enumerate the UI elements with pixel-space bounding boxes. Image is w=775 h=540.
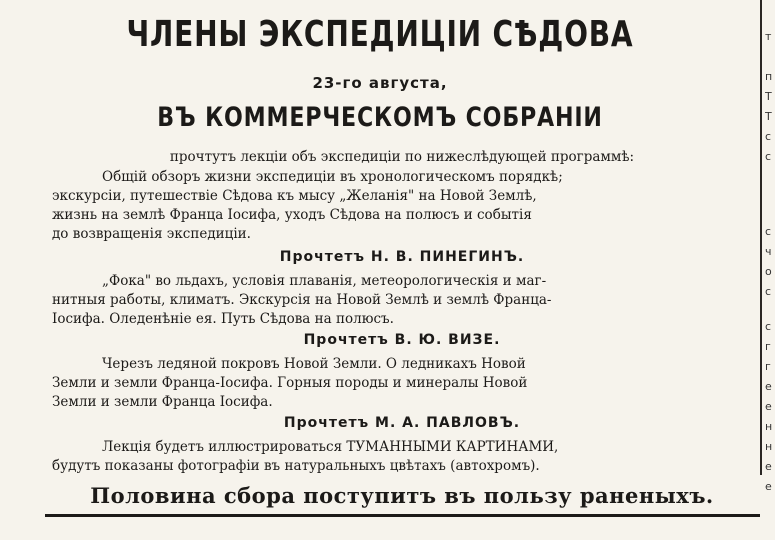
- adjacent-column-fragment: н: [765, 440, 773, 453]
- section-line: „Фока" во льдахъ, условія плаванія, метеорологическія и маг-: [102, 273, 547, 289]
- program-line: Общій обзоръ жизни экспедиціи въ хронологическомъ порядкѣ;: [102, 169, 563, 185]
- program-line: до возвращенія экспедиціи.: [52, 226, 251, 242]
- adjacent-column-fragment: г: [765, 360, 771, 373]
- adjacent-column-fragment: с: [765, 320, 772, 333]
- adjacent-column-fragment: ч: [765, 245, 772, 258]
- announcement-venue: ВЪ КОММЕРЧЕСКОМЪ СОБРАНІИ: [157, 102, 603, 133]
- section-line: Земли и земли Франца-Іосифа. Горныя породы и минералы Новой: [52, 375, 528, 391]
- lecturer-heading: Прочтетъ М. А. ПАВЛОВЪ.: [283, 415, 521, 431]
- final-note: Половина сбора поступитъ въ пользу раненыхъ.: [90, 483, 714, 508]
- adjacent-column-fragment: е: [765, 400, 772, 413]
- intro-line: прочтутъ лекціи объ экспедиціи по нижеслѣдующей программѣ:: [169, 149, 635, 165]
- adjacent-column-fragment: е: [765, 460, 772, 473]
- section-line: нитныя работы, климатъ. Экскурсія на Новой Землѣ и землѣ Франца-: [52, 292, 552, 308]
- adjacent-column-fragment: с: [765, 285, 772, 298]
- adjacent-column-fragment: Т: [765, 90, 772, 103]
- adjacent-column-fragment: е: [765, 380, 772, 393]
- program-line: жизнь на землѣ Франца Іосифа, уходъ Сѣдова на полюсъ и событія: [52, 207, 532, 223]
- bottom-rule: [45, 514, 760, 517]
- adjacent-column-fragment: с: [765, 130, 772, 143]
- announcement-title: ЧЛЕНЫ ЭКСПЕДИЦІИ СѢДОВА: [126, 14, 634, 55]
- section-line: Лекція будетъ иллюстрироваться ТУМАННЫМИ КАРТИНАМИ,: [102, 439, 559, 455]
- adjacent-column-fragment: с: [765, 225, 772, 238]
- announcement-date: 23-го августа,: [312, 74, 448, 92]
- section-line: Черезъ ледяной покровъ Новой Земли. О ледникахъ Новой: [102, 356, 526, 372]
- adjacent-column-fragment: н: [765, 420, 773, 433]
- lecturer-heading: Прочтетъ В. Ю. ВИЗЕ.: [303, 332, 501, 348]
- adjacent-column-fragment: е: [765, 480, 772, 493]
- section-line: Іосифа. Оледенѣніе ея. Путь Сѣдова на полюсъ.: [52, 311, 394, 327]
- adjacent-column-fragment: Т: [765, 110, 772, 123]
- adjacent-column-fragment: с: [765, 150, 772, 163]
- adjacent-column-fragment: т: [765, 30, 772, 43]
- column-divider: [760, 0, 762, 475]
- section-line: будутъ показаны фотографіи въ натуральныхъ цвѣтахъ (автохромъ).: [52, 458, 540, 474]
- program-line: экскурсіи, путешествіе Сѣдова къ мысу „Желанія" на Новой Землѣ,: [52, 188, 537, 204]
- section-line: Земли и земли Франца Іосифа.: [52, 394, 273, 410]
- adjacent-column-fragment: п: [765, 70, 773, 83]
- adjacent-column-fragment: о: [765, 265, 772, 278]
- adjacent-column-fragment: г: [765, 340, 771, 353]
- lecturer-heading: Прочтетъ Н. В. ПИНЕГИНЪ.: [279, 249, 525, 265]
